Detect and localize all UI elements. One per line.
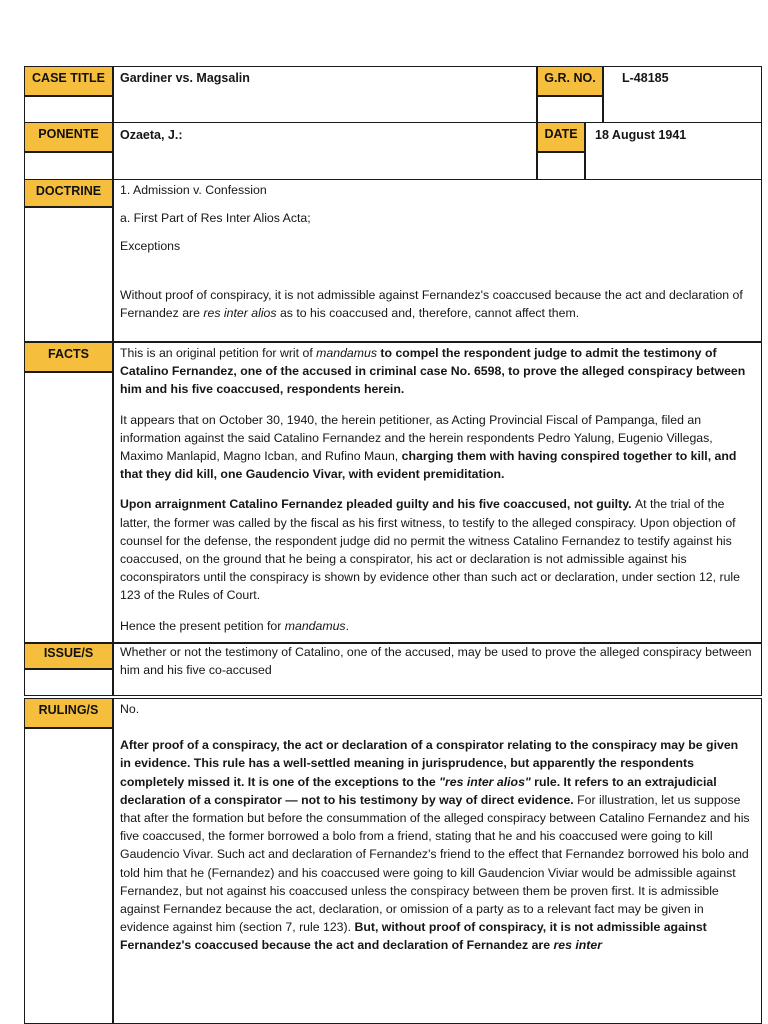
ponente-label: PONENTE [24, 122, 113, 152]
date-value: 18 August 1941 [595, 128, 687, 142]
ruling-paragraph: After proof of a conspiracy, the act or declaration of a conspirator relating to the conspiracy may be given in evidence. This rule has a well-settled meaning in jurisprudence, but apparently the respondents completely missed it. It is one of the exceptions to the "res inter alios" rule. It refers to an extrajudicial declaration of a conspirator — not to his testimony by way of direct evidence. For illustration, let us suppose that after the formation but before the consummation of the alleged conspiracy between Catalino Fernandez and his five coaccused, the former borrowed a bolo from a friend, stating that he and his coaccused were going to kill Gaudencio Vivar. Such act and declaration of Fernandez's friend to the effect that Fernandez borrowed his bolo and told him that he (Fernandez) and his coaccused were going to kill Gaudencion Viviar would be admissible against Fernandez, but not against his coaccused unless the conspiracy between them be proven first. It is admissible against Fernandez because the act, declaration, or omission of a party as to a relevant fact may be given in evidence against him (section 7, rule 123). But, without proof of conspiracy, it is not admissible against Fernandez's coaccused because the act and declaration of Fernandez are res inter [120, 738, 750, 953]
facts-paragraph: It appears that on October 30, 1940, the herein petitioner, as Acting Provincial Fiscal of Pampanga, filed an information against the said Catalino Fernandez and the herein respondents Pedro Yalung, Eugenio Villegas, Maximo Manlapid, Magno Icban, and Rufino Maun, charging them with having conspired together to kill, and that they did kill, one Gaudencio Vivar, with evident premiditation. [120, 412, 737, 482]
ruling-short: No. [120, 702, 140, 716]
case-digest-sheet [24, 66, 762, 1024]
ruling-label: RULING/S [24, 698, 113, 728]
facts-text [120, 344, 754, 635]
label-spacer [24, 207, 113, 342]
doctrine-text [120, 181, 750, 322]
doctrine-item: Exceptions [120, 239, 181, 254]
date-label: DATE [537, 122, 585, 152]
case-title-value: Gardiner vs. Magsalin [120, 71, 250, 85]
gr-no-value: L-48185 [622, 71, 669, 85]
case-title-label: CASE TITLE [24, 66, 113, 96]
facts-paragraph: This is an original petition for writ of mandamus to compel the respondent judge to admit the testimony of Catalino Fernandez, one of the accused in criminal case No. 6598, to prove the alleged conspiracy between him and his five coaccused, respondents herein. [120, 346, 746, 397]
label-spacer [24, 372, 113, 643]
doctrine-label: DOCTRINE [24, 179, 113, 207]
doctrine-paragraph: Without proof of conspiracy, it is not admissible against Fernandez's coaccused because the act and declaration of Fernandez are res inter alios as to his coaccused and, therefore, cannot affect them. [120, 287, 743, 320]
facts-paragraph: Hence the present petition for mandamus. [120, 618, 350, 633]
doctrine-item: 1. Admission v. Confession [120, 183, 267, 197]
facts-paragraph: Upon arraignment Catalino Fernandez pleaded guilty and his five coaccused, not guilty. At the trial of the latter, the former was called by the fiscal as his first witness, to testify to the alleged conspiracy. Upon objection of counsel for the defense, the respondent judge did no permit the witness Catalino Fernandez to testify against his coaccused, on the ground that he being a conspirator, his act or declaration is not admissible against his coconspirators until the conspiracy is shown by evidence other than such act or declaration, under section 12, rule 123 of the Rules of Court. [120, 497, 740, 603]
ponente-value: Ozaeta, J.: [120, 128, 183, 142]
issue-text: Whether or not the testimony of Catalino, one of the accused, may be used to prove the alleged conspiracy between him and his five co-accused [120, 645, 752, 678]
label-spacer [24, 728, 113, 1024]
ruling-text [120, 700, 752, 955]
label-spacer [537, 152, 585, 182]
label-spacer [24, 152, 113, 182]
doctrine-item: a. First Part of Res Inter Alios Acta; [120, 211, 311, 226]
label-spacer [24, 669, 113, 696]
facts-label: FACTS [24, 342, 113, 372]
issue-label: ISSUE/S [24, 643, 113, 669]
gr-no-label: G.R. NO. [537, 66, 603, 96]
